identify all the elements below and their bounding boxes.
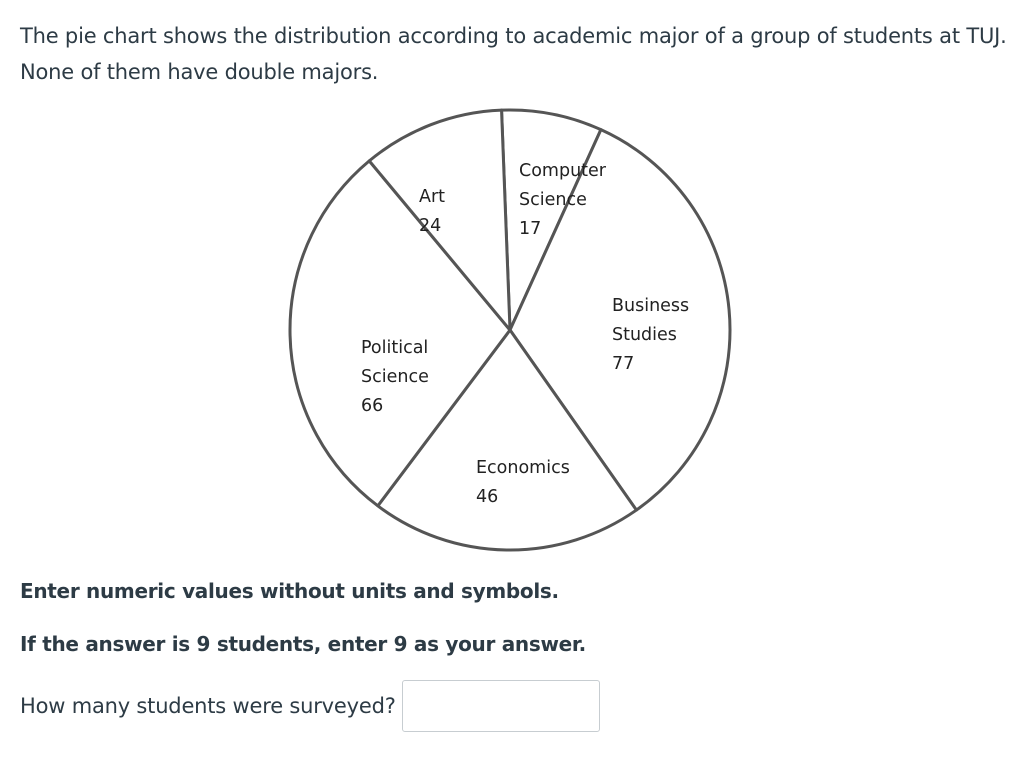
answer-input[interactable] bbox=[402, 680, 600, 732]
question-text: How many students were surveyed? bbox=[20, 694, 396, 718]
intro-line-1: The pie chart shows the distribution according to academic major of a group of students at TUJ. bbox=[20, 24, 1007, 48]
pie-label-political-science: Political Science 66 bbox=[361, 338, 429, 416]
question-intro bbox=[20, 18, 1010, 90]
pie-chart bbox=[280, 100, 740, 560]
pie-label-computer-science: Computer Science 17 bbox=[519, 161, 606, 239]
intro-line-2: None of them have double majors. bbox=[20, 60, 379, 84]
question-row bbox=[20, 679, 600, 733]
instruction-units: Enter numeric values without units and symbols. bbox=[20, 579, 559, 603]
instruction-example: If the answer is 9 students, enter 9 as your answer. bbox=[20, 632, 586, 656]
pie-label-art: Art 24 bbox=[419, 187, 446, 236]
pie-label-business-studies: Business Studies 77 bbox=[612, 296, 690, 374]
pie-label-economics: Economics 46 bbox=[476, 458, 570, 507]
